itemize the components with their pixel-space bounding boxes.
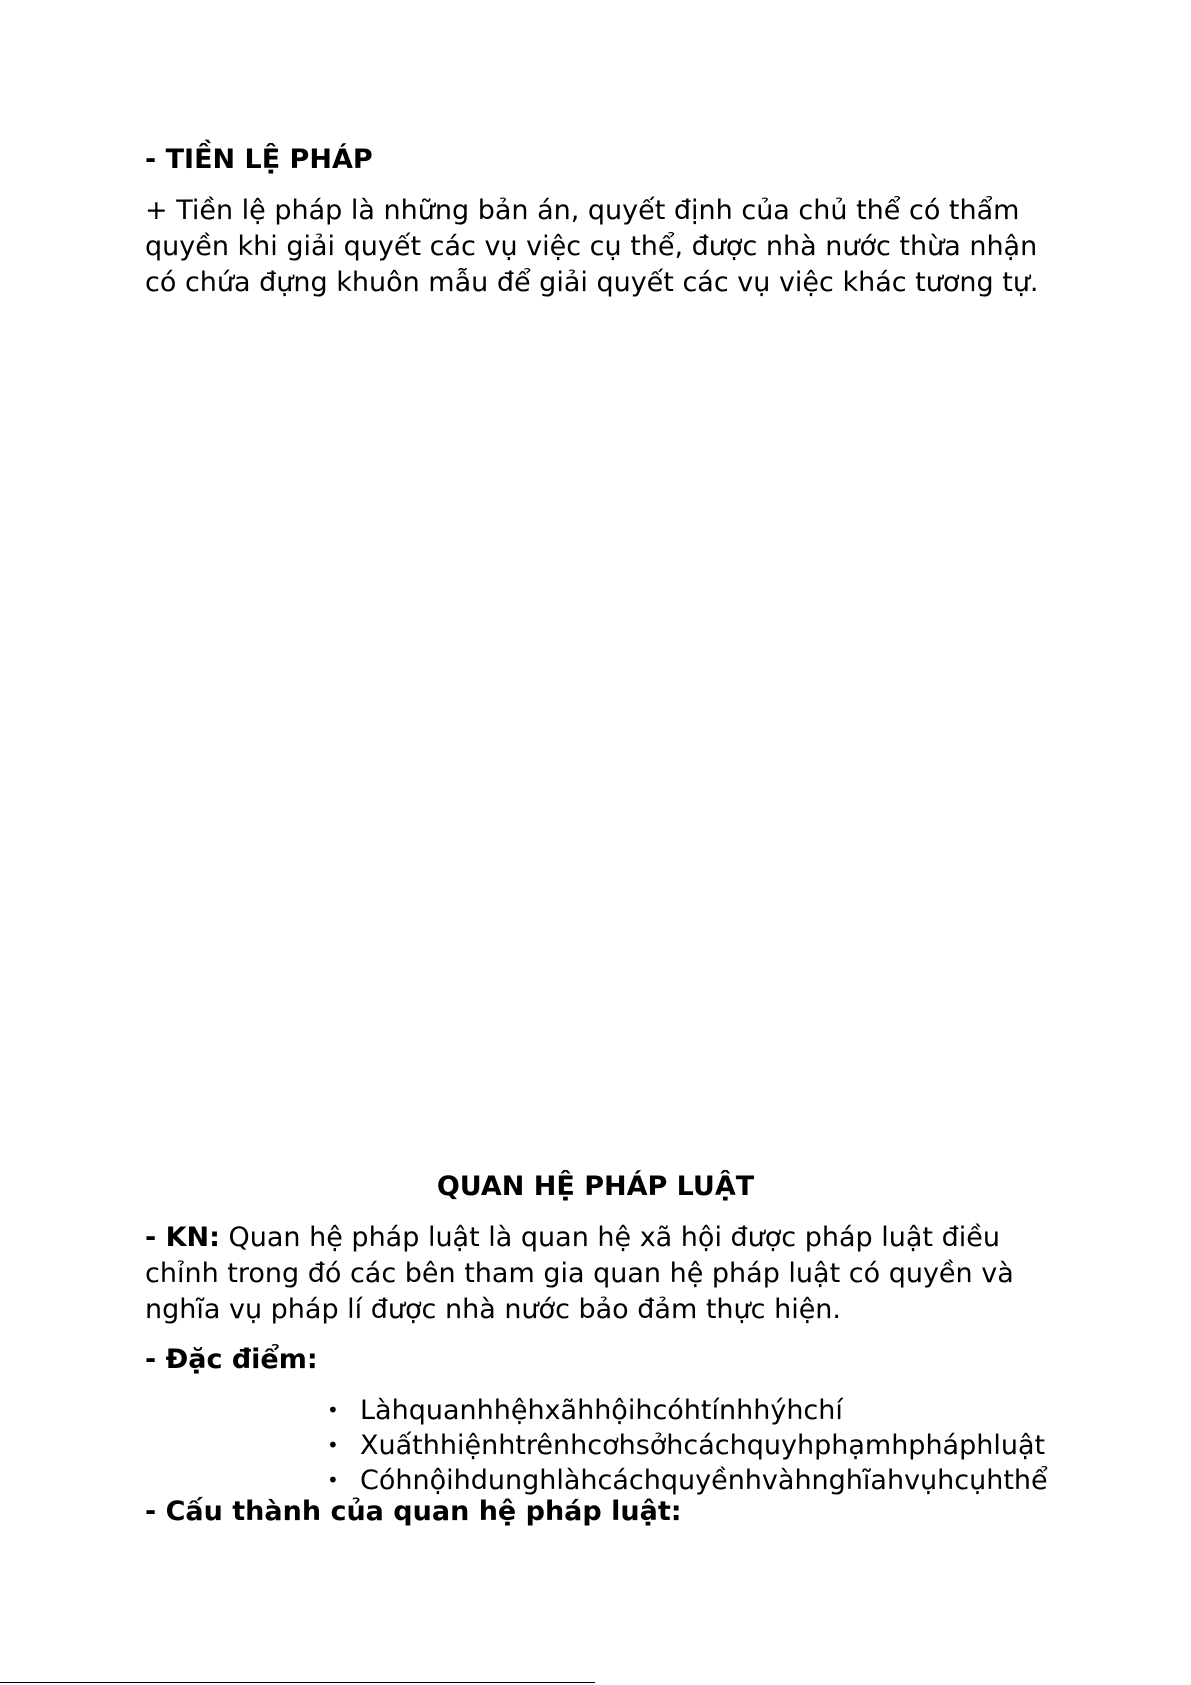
paragraph-tien-le-phap-definition: + Tiền lệ pháp là những bản án, quyết định của chủ thể có thẩm quyền khi giải quyết các vụ việc cụ thể, được nhà nước thừa nhận có chứa đựng khuôn mẫu để giải quyết các vụ việc khác tương tự. — [145, 195, 1039, 298]
paragraph-kn-definition — [145, 1220, 1075, 1328]
footnote-separator-line — [0, 1682, 595, 1683]
list-item — [327, 1463, 1048, 1498]
kn-label: - KN: — [145, 1222, 220, 1253]
list-item — [327, 1428, 1048, 1463]
features-list — [327, 1393, 1048, 1498]
feature-text: Cóhnộihdunghlàhcáchquyềnhvàhnghĩahvụhcụhthể — [360, 1465, 1048, 1496]
list-item — [327, 1393, 1048, 1428]
bullet-icon: • — [327, 1468, 339, 1492]
feature-text: Làhquanhhệhxãhhộihcóhtínhhýhchí — [360, 1395, 843, 1426]
bullet-icon: • — [327, 1433, 339, 1457]
section-title-quan-he-phap-luat: QUAN HỆ PHÁP LUẬT — [436, 1171, 755, 1202]
feature-text: Xuấthhiệnhtrênhcơhsởhcáchquyhphạmhpháphluật — [360, 1430, 1046, 1461]
kn-text: Quan hệ pháp luật là quan hệ xã hội được pháp luật điều chỉnh trong đó các bên tham gia quan hệ pháp luật có quyền và nghĩa vụ pháp lí được nhà nước bảo đảm thực hiện. — [145, 1222, 1014, 1325]
bullet-icon: • — [327, 1398, 339, 1422]
features-heading: - Đặc điểm: — [145, 1344, 318, 1375]
composition-heading: - Cấu thành của quan hệ pháp luật: — [145, 1496, 682, 1527]
section-heading-tien-le-phap: - TIỀN LỆ PHÁP — [145, 144, 373, 175]
